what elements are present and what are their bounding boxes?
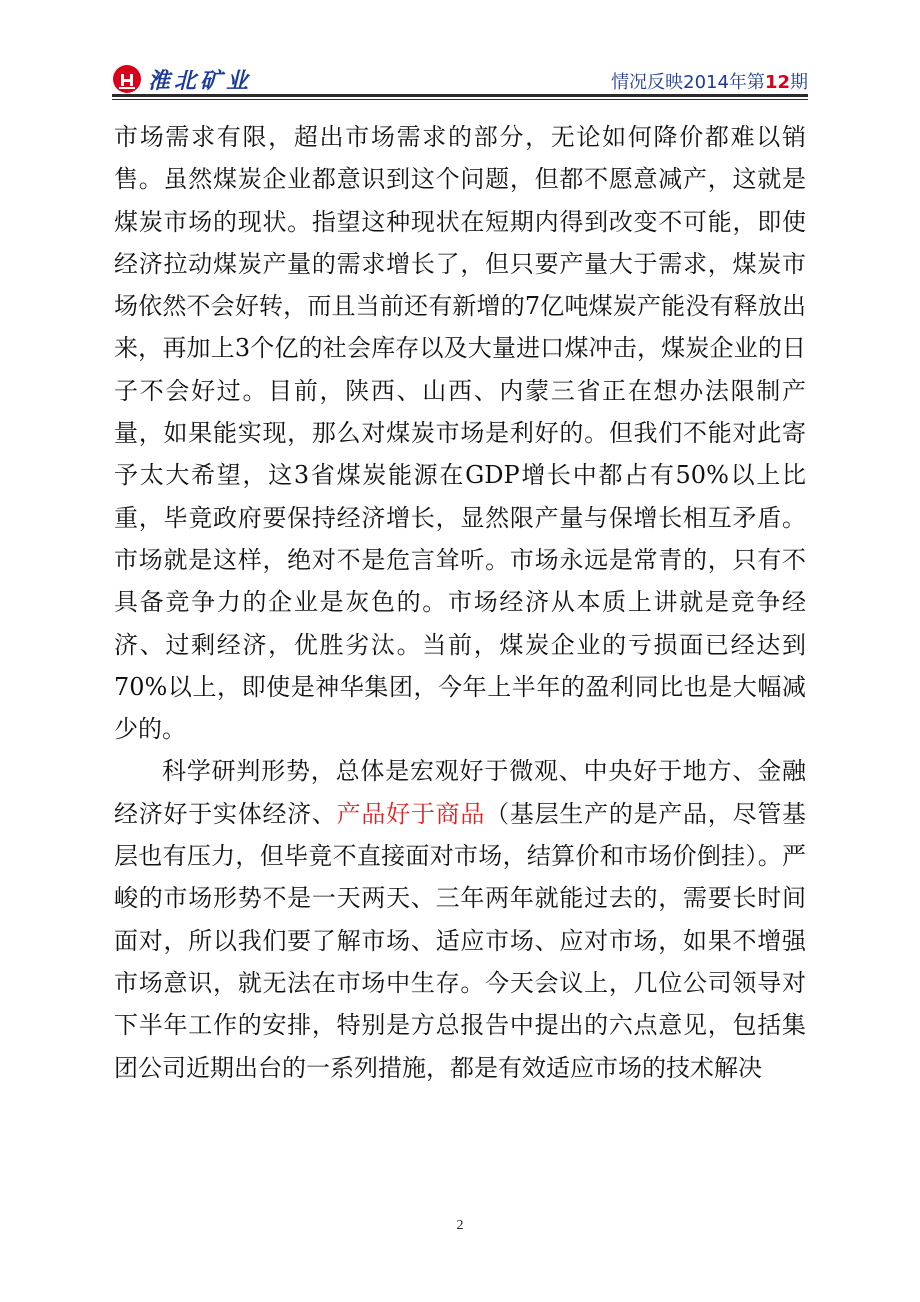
paragraph-2-rest: （基层生产的是产品，尽管基层也有压力，但毕竟不直接面对市场，结算价和市场价倒挂）。严峻的市场形势不是一天两天、三年两年就能过去的，需要长时间面对，所以我们要了解市场、适应市场、应对市场，如果不增强市场意识，就无法在市场中生存。今天会议上，几位公司领导对下半年工作的安排，特别是方总报告中提出的六点意见，包括集团公司近期出台的一系列措施，都是有效适应市场的技术解决: [114, 799, 807, 1082]
paragraph-1: 市场需求有限，超出市场需求的部分，无论如何降价都难以销售。虽然煤炭企业都意识到这个问题，但都不愿意减产，这就是煤炭市场的现状。指望这种现状在短期内得到改变不可能，即使经济拉动煤炭产量的需求增长了，但只要产量大于需求，煤炭市场依然不会好转，而且当前还有新增的7亿吨煤炭产能没有释放出来，再加上3个亿的社会库存以及大量进口煤冲击，煤炭企业的日子不会好过。目前，陕西、山西、内蒙三省正在想办法限制产量，如果能实现，那么对煤炭市场是利好的。但我们不能对此寄予太大希望，这3省煤炭能源在GDP增长中都占有50%以上比重，毕竟政府要保持经济增长，显然限产量与保增长相互矛盾。市场就是这样，绝对不是危言耸听。市场永远是常青的，只有不具备竞争力的企业是灰色的。市场经济从本质上讲就是竞争经济、过剩经济，优胜劣汰。当前，煤炭企业的亏损面已经达到70%以上，即使是神华集团，今年上半年的盈利同比也是大幅减少的。: [114, 123, 806, 744]
company-emblem-icon: [112, 64, 142, 94]
company-logo: [112, 64, 252, 94]
header-rule-thin: [112, 99, 808, 100]
issue-label: [611, 68, 808, 94]
issue-number: 12: [764, 72, 790, 93]
header-rule-thick: [112, 94, 808, 97]
highlighted-phrase: 产品好于商品: [336, 799, 486, 828]
issue-prefix: 情况反映2014年第: [611, 72, 765, 93]
logo-text: 淮北矿业: [148, 68, 253, 94]
page-number: 2: [456, 1218, 464, 1233]
document-body: [114, 116, 806, 1089]
issue-suffix: 期: [790, 72, 808, 93]
paragraph-2-start: 科学研判形势，总体是宏观好于微观、中央好于地方、金融经济好于实体经济、: [114, 757, 806, 828]
page-header: [112, 62, 808, 96]
paragraph-2: [114, 750, 806, 1088]
